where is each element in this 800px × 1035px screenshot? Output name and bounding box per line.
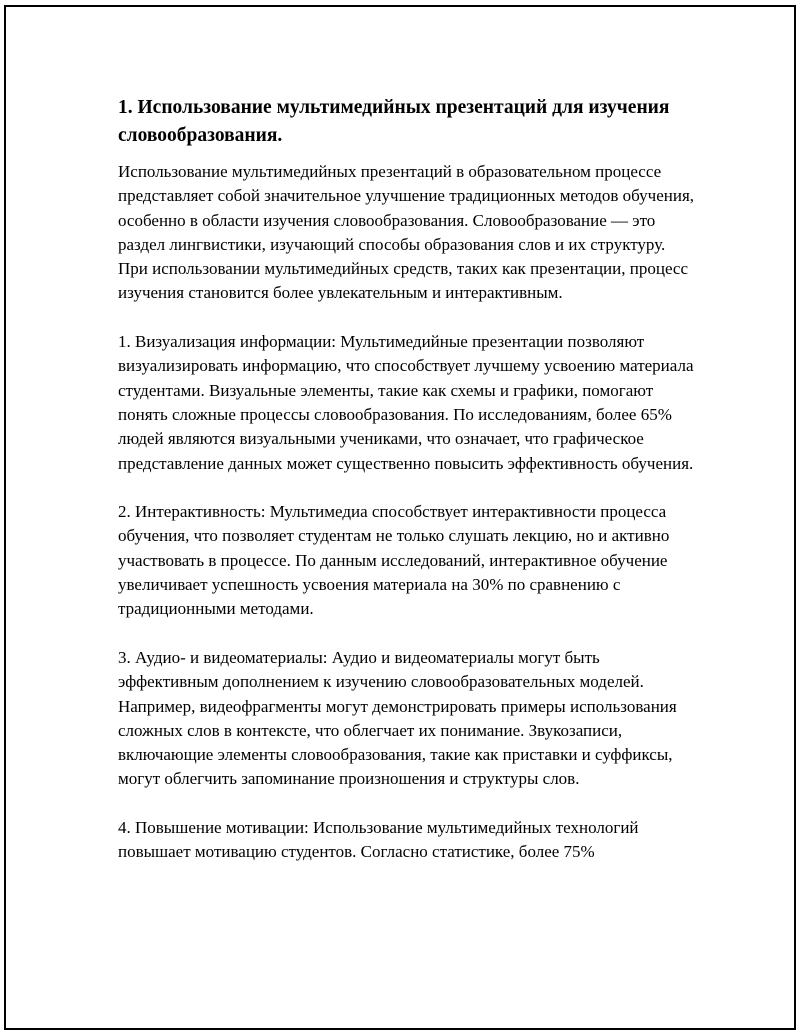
paragraph-visualization: 1. Визуализация информации: Мультимедийные презентации позволяют визуализировать информацию, что способствует лучшему усвоению материала студентами. Визуальные элементы, такие как схемы и графики, помогают понять сложные процессы словообразования. По исследованиям, более 65% людей являются визуальными учениками, что означает, что графическое представление данных может существенно повысить эффективность обучения. bbox=[118, 332, 694, 473]
paragraph-audio-video: 3. Аудио- и видеоматериалы: Аудио и видеоматериалы могут быть эффективным дополнением к изучению словообразовательных моделей. Например, видеофрагменты могут демонстрировать примеры использования сложных слов в контексте, что облегчает их понимание. Звукозаписи, включающие элементы словообразования, такие как приставки и суффиксы, могут облегчить запоминание произношения и структуры слов. bbox=[118, 647, 677, 789]
document-body bbox=[118, 94, 698, 865]
paragraph-motivation: 4. Повышение мотивации: Использование мультимедийных технологий повышает мотивацию студентов. Согласно статистике, более 75% bbox=[118, 818, 639, 862]
section-heading: 1. Использование мультимедийных презентаций для изучения словообразования. bbox=[118, 97, 670, 146]
paragraph-interactivity: 2. Интерактивность: Мультимедиа способствует интерактивности процесса обучения, что позволяет студентам не только слушать лекцию, но и активно участвовать в процессе. По данным исследований, интерактивное обучение увеличивает успешность усвоения материала на 30% по сравнению с традиционными методами. bbox=[118, 502, 670, 619]
intro-paragraph: Использование мультимедийных презентаций в образовательном процессе представляет собой значительное улучшение традиционных методов обучения, особенно в области изучения словообразования. Словообразование — это раздел лингвистики, изучающий способы образования слов и их структуру. При использовании мультимедийных средств, таких как презентации, процесс изучения становится более увлекательным и интерактивным. bbox=[118, 162, 695, 303]
